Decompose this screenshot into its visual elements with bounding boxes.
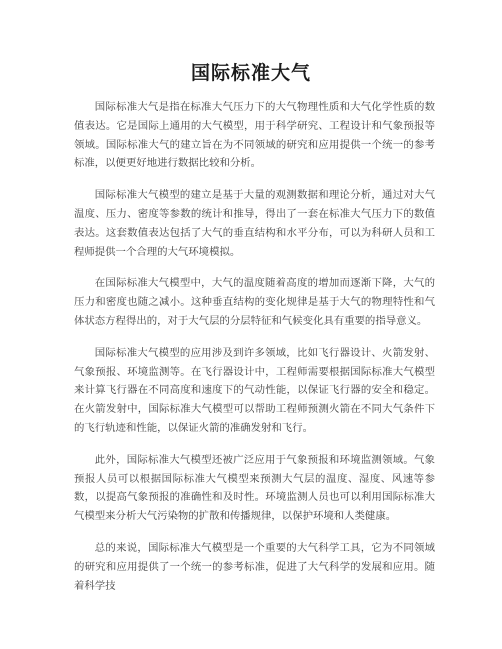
document-body (74, 98, 435, 608)
paragraph-6: 总的来说，国际标准大气模型是一个重要的大气科学工具，它为不同领域的研究和应用提供了一个统一的参考标准，促进了大气科学的发展和应用。随着科学技 (74, 541, 435, 592)
paragraph-5: 此外，国际标准大气模型还被广泛应用于气象预报和环境监测领域。气象预报人员可以根据国际标准大气模型来预测大气层的温度、湿度、风速等参数，以提高气象预报的准确性和及时性。环境监测人员也可以利用国际标准大气模型来分析大气污染物的扩散和传播规律，以保护环境和人类健康。 (74, 453, 435, 523)
paragraph-1: 国际标准大气是指在标准大气压力下的大气物理性质和大气化学性质的数值表达。它是国际上通用的大气模型，用于科学研究、工程设计和气象预报等领域。国际标准大气的建立旨在为不同领域的研究和应用提供一个统一的参考标准，以便更好地进行数据比较和分析。 (74, 101, 435, 170)
paragraph-2: 国际标准大气模型的建立是基于大量的观测数据和理论分析，通过对大气温度、压力、密度等参数的统计和推导，得出了一套在标准大气压力下的数值表达。这套数值表达包括了大气的垂直结构和水平分布，可以为科研人员和工程师提供一个合理的大气环境模拟。 (74, 189, 435, 258)
paragraph-3: 在国际标准大气模型中，大气的温度随着高度的增加而逐渐下降，大气的压力和密度也随之减小。这种垂直结构的变化规律是基于大气的物理特性和气体状态方程得出的，对于大气层的分层特征和气候变化具有重要的指导意义。 (74, 277, 435, 327)
paragraph-4: 国际标准大气模型的应用涉及到许多领域，比如飞行器设计、火箭发射、气象预报、环境监测等。在飞行器设计中，工程师需要根据国际标准大气模型来计算飞行器在不同高度和速度下的气动性能，以保证飞行器的安全和稳定。在火箭发射中，国际标准大气模型可以帮助工程师预测火箭在不同大气条件下的飞行轨迹和性能，以保证火箭的准确发射和飞行。 (74, 346, 435, 434)
document-title: 国际标准大气 (190, 62, 311, 84)
